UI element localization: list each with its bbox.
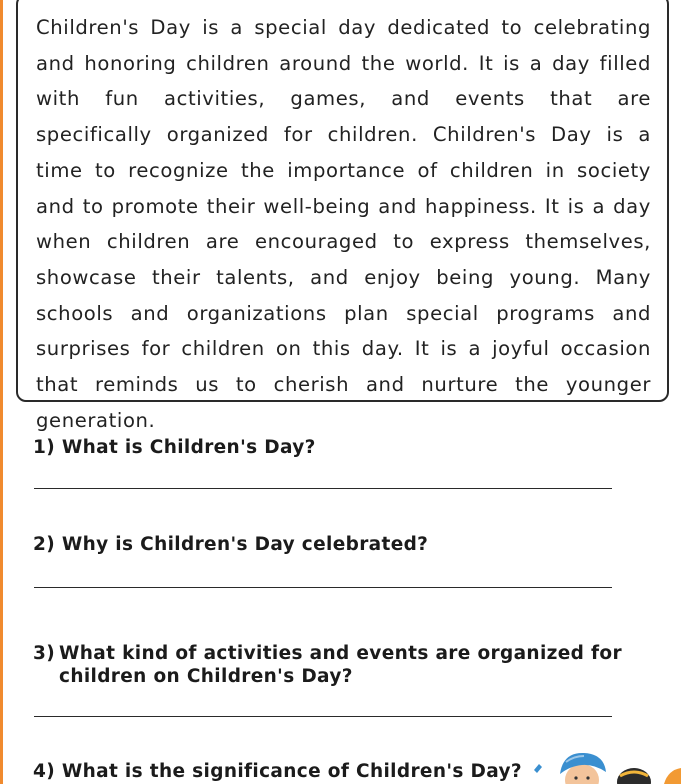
- reading-passage: Children's Day is a special day dedicated to celebrating and honoring children around the world. It is a day filled with fun activities, games, and events that are specifically organized for children. Children's Day is a time to recognize the importance of children in society and to promote their well-being and happiness. It is a day when children are encouraged to express themselves, showcase their talents, and enjoy being young. Many schools and organizations plan special programs and surprises for children on this day. It is a joyful occasion that reminds us to cherish and nurture the younger generation.: [36, 16, 651, 432]
- question-text: What kind of activities and events are organized for: [59, 643, 622, 664]
- question-3: [33, 642, 622, 688]
- orange-shape: [664, 768, 681, 784]
- question-text: What is the significance of Children's Day?: [61, 761, 522, 782]
- question-number: 2): [33, 534, 56, 555]
- child-eye: [586, 776, 589, 779]
- pencil-shape: [534, 764, 542, 773]
- page-edge-accent: [0, 0, 3, 784]
- reading-passage-box: [16, 0, 669, 432]
- question-text: Why is Children's Day celebrated?: [61, 534, 429, 555]
- question-4: [33, 760, 522, 783]
- answer-line-2[interactable]: [34, 587, 612, 588]
- question-text-continued: children on Children's Day?: [59, 666, 353, 687]
- question-1: [33, 436, 316, 459]
- question-number: 1): [33, 437, 56, 458]
- answer-line-1[interactable]: [34, 488, 612, 489]
- child-eye: [574, 776, 577, 779]
- question-text: What is Children's Day?: [61, 437, 316, 458]
- question-2: [33, 533, 428, 556]
- question-number: 3): [33, 643, 56, 664]
- answer-line-3[interactable]: [34, 716, 612, 717]
- children-illustration-icon: [530, 740, 681, 784]
- question-number: 4): [33, 761, 56, 782]
